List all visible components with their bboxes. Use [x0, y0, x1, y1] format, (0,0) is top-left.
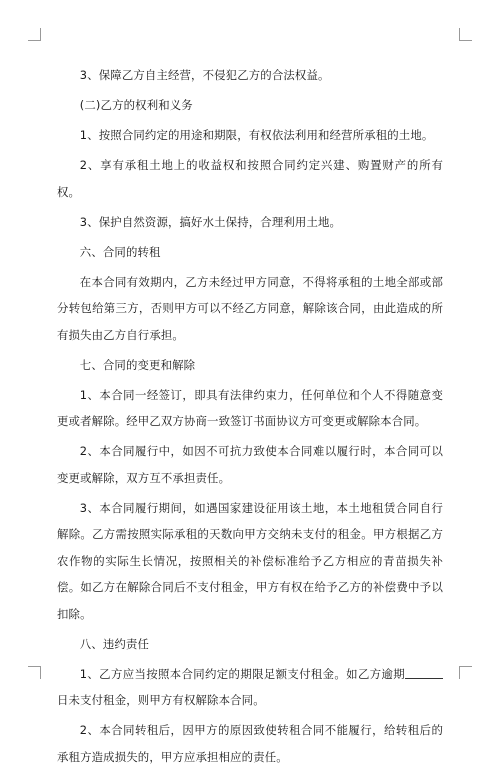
- crop-mark-bottom-left: [28, 666, 41, 679]
- crop-mark-top-left: [28, 28, 41, 41]
- paragraph-text-after-blank: 日未支付租金，则甲方有权解除本合同。: [57, 693, 265, 707]
- section-heading: 七、合同的变更和解除: [79, 357, 196, 372]
- paragraph: 1、本合同一经签订，即具有法律约束力，任何单位和个人不得随意变更或者解除。经甲乙双方协商一致签订书面协议方可变更或解除本合同。: [57, 387, 443, 428]
- fill-in-blank: [405, 666, 443, 679]
- paragraph: 2、本合同履行中，如因不可抗力致使本合同难以履行时，本合同可以变更或解除，双方互不承担责任。: [57, 444, 443, 485]
- section-heading: 六、合同的转租: [79, 244, 161, 259]
- crop-mark-top-right: [459, 28, 472, 41]
- section-heading: 八、违约责任: [79, 636, 150, 651]
- paragraph: [57, 661, 443, 714]
- crop-mark-bottom-right: [459, 666, 472, 679]
- document-body: [57, 62, 443, 774]
- paragraph: 2、享有承租土地上的收益权和按照合同约定兴建、购置财产的所有权。: [57, 158, 443, 199]
- section-heading: (二)乙方的权利和义务: [79, 98, 193, 112]
- paragraph: 3、保护自然资源，搞好水土保持，合理利用土地。: [79, 214, 342, 229]
- paragraph-text-before-blank: 1、乙方应当按照本合同约定的期限足额支付租金。如乙方逾期: [79, 666, 405, 681]
- paragraph: 3、保障乙方自主经营，不侵犯乙方的合法权益。: [79, 68, 330, 82]
- paragraph: 3、本合同履行期间，如遇国家建设征用该土地，本土地租赁合同自行解除。乙方需按照实际承租的天数向甲方交纳未支付的租金。甲方根据乙方农作物的实际生长情况，按照相关的补偿标准给予乙方相应的青苗损失补偿。如乙方在解除合同后不支付租金，甲方有权在给予乙方的补偿费中予以扣除。: [57, 500, 443, 621]
- paragraph: 在本合同有效期内，乙方未经过甲方同意，不得将承租的土地全部或部分转包给第三方，否则甲方可以不经乙方同意，解除该合同，由此造成的所有损失由乙方自行承担。: [57, 274, 443, 342]
- paragraph: 2、本合同转租后，因甲方的原因致使转租合同不能履行，给转租后的承租方造成损失的，甲方应承担相应的责任。: [57, 723, 443, 764]
- paragraph: 1、按照合同约定的用途和期限，有权依法利用和经营所承租的土地。: [79, 128, 434, 142]
